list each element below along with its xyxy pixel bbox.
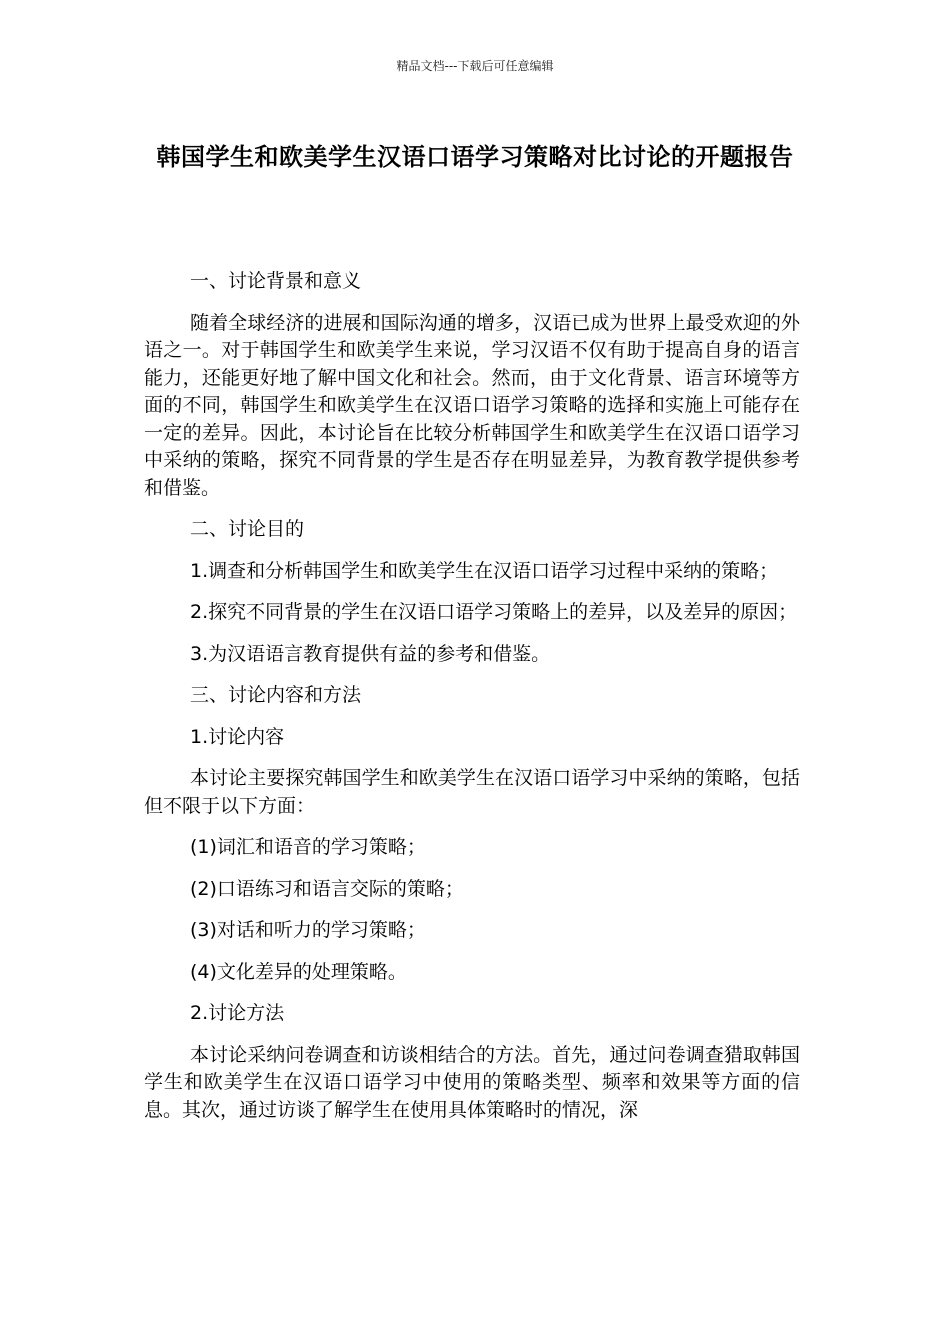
subheading-method: 2.讨论方法: [190, 1002, 285, 1024]
purpose-item-1: 1.调查和分析韩国学生和欧美学生在汉语口语学习过程中采纳的策略；: [190, 559, 779, 582]
content-paragraph: 本讨论主要探究韩国学生和欧美学生在汉语口语学习中采纳的策略，包括但不限于以下方面：: [144, 767, 800, 817]
section-heading-content-method: 三、讨论内容和方法: [190, 684, 362, 706]
document-title: 韩国学生和欧美学生汉语口语学习策略对比讨论的开题报告: [156, 143, 794, 171]
content-item-1: (1)词汇和语音的学习策略；: [190, 836, 426, 858]
document-body: [144, 268, 800, 1138]
section-heading-background: 一、讨论背景和意义: [190, 270, 362, 292]
content-item-2: (2)口语练习和语言交际的策略；: [190, 877, 464, 900]
content-item-4: (4)文化差异的处理策略。: [190, 960, 407, 983]
purpose-item-3: 3.为汉语语言教育提供有益的参考和借鉴。: [190, 642, 551, 665]
method-paragraph: 本讨论采纳问卷调查和访谈相结合的方法。首先，通过问卷调查猎取韩国学生和欧美学生在汉语口语学习中使用的策略类型、频率和效果等方面的信息。其次，通过访谈了解学生在使用具体策略时的情况，深: [144, 1043, 800, 1121]
subheading-content: 1.讨论内容: [190, 725, 285, 748]
page-header: 精品文档---下载后可任意编辑: [396, 59, 554, 73]
section-heading-purpose: 二、讨论目的: [190, 518, 305, 540]
background-paragraph: 随着全球经济的进展和国际沟通的增多，汉语已成为世界上最受欢迎的外语之一。对于韩国学生和欧美学生来说，学习汉语不仅有助于提高自身的语言能力，还能更好地了解中国文化和社会。然而，由于文化背景、语言环境等方面的不同，韩国学生和欧美学生在汉语口语学习策略的选择和实施上可能存在一定的差异。因此，本讨论旨在比较分析韩国学生和欧美学生在汉语口语学习中采纳的策略，探究不同背景的学生是否存在明显差异，为教育教学提供参考和借鉴。: [144, 311, 800, 499]
content-item-3: (3)对话和听力的学习策略；: [190, 919, 426, 941]
purpose-item-2: 2.探究不同背景的学生在汉语口语学习策略上的差异，以及差异的原因；: [190, 601, 798, 623]
